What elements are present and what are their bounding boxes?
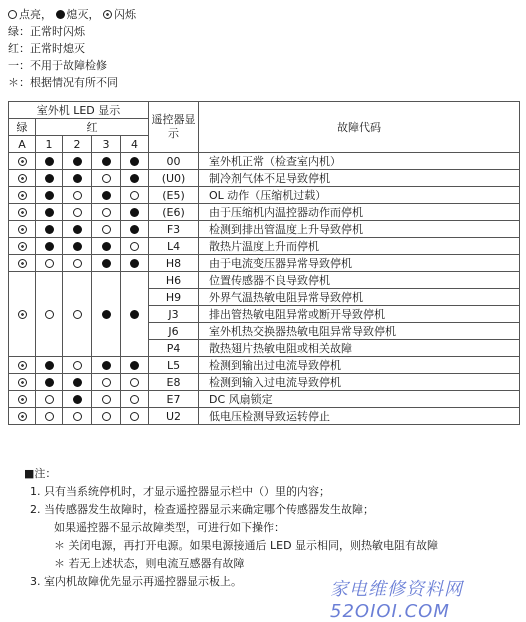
remote-code: L5 bbox=[149, 357, 199, 374]
led-cell bbox=[9, 221, 36, 238]
led-blink-icon bbox=[18, 174, 27, 183]
led-cell bbox=[36, 391, 63, 408]
led-on-icon bbox=[45, 259, 54, 268]
led-cell bbox=[92, 204, 121, 221]
led-off-icon bbox=[73, 174, 82, 183]
led-on-icon bbox=[130, 412, 139, 421]
led-blink-icon bbox=[18, 412, 27, 421]
led-on-icon bbox=[102, 395, 111, 404]
led-cell bbox=[9, 408, 36, 425]
fault-description: 排出管热敏电阻异常或断开导致停机 bbox=[199, 306, 520, 323]
remote-code: L4 bbox=[149, 238, 199, 255]
led-cell bbox=[121, 187, 149, 204]
led-blink-icon bbox=[18, 310, 27, 319]
led-cell bbox=[63, 153, 92, 170]
led-cell bbox=[63, 255, 92, 272]
led-on-icon bbox=[102, 225, 111, 234]
led-cell bbox=[121, 357, 149, 374]
led-cell bbox=[9, 272, 36, 357]
note-2: 2. 当传感器发生故障时，检查遥控器显示来确定哪个传感器发生故障； bbox=[30, 503, 374, 516]
remote-code: E8 bbox=[149, 374, 199, 391]
led-cell bbox=[92, 374, 121, 391]
legend-green: 绿：正常时闪烁 bbox=[8, 25, 85, 38]
led-cell bbox=[63, 391, 92, 408]
led-on-symbol-icon bbox=[8, 10, 17, 19]
fault-description: 散热翅片热敏电阻或相关故障 bbox=[199, 340, 520, 357]
table-row bbox=[9, 357, 520, 374]
led-cell bbox=[36, 357, 63, 374]
led-cell bbox=[92, 170, 121, 187]
fault-description: 由于压缩机内温控器动作而停机 bbox=[199, 204, 520, 221]
led-off-icon bbox=[130, 208, 139, 217]
header-col-4: 4 bbox=[121, 136, 149, 153]
fault-description: 散热片温度上升而停机 bbox=[199, 238, 520, 255]
led-on-icon bbox=[73, 208, 82, 217]
led-cell bbox=[9, 204, 36, 221]
note-2a: 如果遥控器不显示故障类型，可进行如下操作： bbox=[54, 521, 285, 534]
note-1: 1. 只有当系统停机时，才显示遥控器显示栏中（）里的内容； bbox=[30, 485, 330, 498]
led-cell bbox=[9, 153, 36, 170]
fault-description: OL 动作（压缩机过载） bbox=[199, 187, 520, 204]
led-cell bbox=[9, 187, 36, 204]
led-off-icon bbox=[45, 157, 54, 166]
header-green: 绿 bbox=[9, 119, 36, 136]
led-off-icon bbox=[102, 157, 111, 166]
legend-star: ＊：根据情况有所不同 bbox=[8, 76, 118, 89]
remote-code: (E6) bbox=[149, 204, 199, 221]
header-col-2: 2 bbox=[63, 136, 92, 153]
fault-description: 检测到输出过电流导致停机 bbox=[199, 357, 520, 374]
led-cell bbox=[36, 153, 63, 170]
fault-description: DC 风扇锁定 bbox=[199, 391, 520, 408]
header-outdoor-led: 室外机 LED 显示 bbox=[9, 102, 149, 119]
led-off-icon bbox=[45, 191, 54, 200]
led-on-icon bbox=[102, 378, 111, 387]
led-cell bbox=[63, 357, 92, 374]
led-off-icon bbox=[45, 242, 54, 251]
led-blink-icon bbox=[18, 157, 27, 166]
led-blink-icon bbox=[18, 225, 27, 234]
remote-code: E7 bbox=[149, 391, 199, 408]
led-off-icon bbox=[130, 174, 139, 183]
led-off-icon bbox=[130, 259, 139, 268]
note-2c: ＊ 若无上述状态，则电流互感器有故障 bbox=[54, 557, 245, 570]
led-off-icon bbox=[73, 225, 82, 234]
led-cell bbox=[121, 153, 149, 170]
legend-symbols bbox=[8, 6, 136, 23]
led-off-icon bbox=[130, 310, 139, 319]
led-off-icon bbox=[73, 378, 82, 387]
led-cell bbox=[36, 204, 63, 221]
led-cell bbox=[92, 408, 121, 425]
led-on-icon bbox=[45, 412, 54, 421]
led-cell bbox=[121, 204, 149, 221]
led-blink-icon bbox=[18, 242, 27, 251]
led-off-icon bbox=[73, 157, 82, 166]
table-row bbox=[9, 408, 520, 425]
fault-description: 位置传感器不良导致停机 bbox=[199, 272, 520, 289]
led-off-symbol-icon bbox=[56, 10, 65, 19]
led-cell bbox=[63, 238, 92, 255]
fault-description: 检测到输入过电流导致停机 bbox=[199, 374, 520, 391]
remote-code: J6 bbox=[149, 323, 199, 340]
led-fault-table bbox=[8, 101, 520, 425]
led-blink-icon bbox=[18, 191, 27, 200]
led-cell bbox=[9, 170, 36, 187]
table-row bbox=[9, 204, 520, 221]
remote-code: (E5) bbox=[149, 187, 199, 204]
led-cell bbox=[63, 187, 92, 204]
led-cell bbox=[36, 272, 63, 357]
table-row bbox=[9, 374, 520, 391]
led-blink-icon bbox=[18, 378, 27, 387]
led-cell bbox=[121, 272, 149, 357]
header-fault-code: 故障代码 bbox=[199, 102, 520, 153]
led-on-icon bbox=[73, 310, 82, 319]
led-off-icon bbox=[45, 378, 54, 387]
legend bbox=[8, 6, 136, 91]
led-cell bbox=[9, 391, 36, 408]
led-off-icon bbox=[102, 242, 111, 251]
led-on-icon bbox=[73, 412, 82, 421]
led-cell bbox=[121, 408, 149, 425]
led-off-icon bbox=[102, 361, 111, 370]
led-blink-icon bbox=[18, 361, 27, 370]
led-cell bbox=[9, 255, 36, 272]
led-on-icon bbox=[73, 191, 82, 200]
legend-on: 点亮， bbox=[19, 8, 52, 21]
led-on-icon bbox=[130, 242, 139, 251]
led-cell bbox=[121, 170, 149, 187]
fault-description: 制冷剂气体不足导致停机 bbox=[199, 170, 520, 187]
remote-code: H8 bbox=[149, 255, 199, 272]
legend-off: 熄灭， bbox=[66, 8, 100, 21]
table-row bbox=[9, 255, 520, 272]
led-cell bbox=[36, 408, 63, 425]
led-cell bbox=[63, 408, 92, 425]
remote-code: P4 bbox=[149, 340, 199, 357]
led-cell bbox=[9, 357, 36, 374]
table-row bbox=[9, 238, 520, 255]
table-row bbox=[9, 272, 520, 289]
remote-code: F3 bbox=[149, 221, 199, 238]
led-cell bbox=[121, 391, 149, 408]
led-cell bbox=[36, 170, 63, 187]
fault-description: 由于电流变压器异常导致停机 bbox=[199, 255, 520, 272]
table-row bbox=[9, 221, 520, 238]
table-row bbox=[9, 187, 520, 204]
header-col-a: A bbox=[9, 136, 36, 153]
led-cell bbox=[36, 221, 63, 238]
fault-description: 外界气温热敏电阻异常导致停机 bbox=[199, 289, 520, 306]
led-cell bbox=[92, 153, 121, 170]
led-cell bbox=[9, 238, 36, 255]
remote-code: H9 bbox=[149, 289, 199, 306]
header-col-1: 1 bbox=[36, 136, 63, 153]
table-row bbox=[9, 170, 520, 187]
led-cell bbox=[121, 238, 149, 255]
note-3: 3. 室内机故障优先显示再遥控器显示板上。 bbox=[30, 575, 242, 588]
legend-dash: 一：不用于故障检修 bbox=[8, 59, 107, 72]
remote-code: J3 bbox=[149, 306, 199, 323]
led-off-icon bbox=[45, 208, 54, 217]
led-on-icon bbox=[102, 412, 111, 421]
led-cell bbox=[63, 221, 92, 238]
led-cell bbox=[63, 272, 92, 357]
table-row bbox=[9, 153, 520, 170]
led-off-icon bbox=[102, 191, 111, 200]
led-blink-symbol-icon bbox=[103, 10, 112, 19]
led-cell bbox=[36, 255, 63, 272]
led-off-icon bbox=[45, 361, 54, 370]
led-cell bbox=[63, 170, 92, 187]
watermark: 家电维修资料网 52OIOI.COM bbox=[330, 579, 463, 622]
led-cell bbox=[92, 187, 121, 204]
led-cell bbox=[36, 187, 63, 204]
table-row bbox=[9, 391, 520, 408]
led-on-icon bbox=[73, 361, 82, 370]
led-on-icon bbox=[130, 378, 139, 387]
led-on-icon bbox=[102, 208, 111, 217]
led-off-icon bbox=[102, 259, 111, 268]
led-cell bbox=[92, 357, 121, 374]
fault-description: 室外机正常（检查室内机） bbox=[199, 153, 520, 170]
led-on-icon bbox=[73, 259, 82, 268]
led-off-icon bbox=[45, 174, 54, 183]
led-on-icon bbox=[45, 395, 54, 404]
led-cell bbox=[92, 255, 121, 272]
led-cell bbox=[92, 391, 121, 408]
remote-code: U2 bbox=[149, 408, 199, 425]
led-cell bbox=[92, 221, 121, 238]
led-off-icon bbox=[130, 361, 139, 370]
led-cell bbox=[36, 238, 63, 255]
notes-title: ■注： bbox=[24, 467, 57, 480]
header-red: 红 bbox=[36, 119, 149, 136]
fault-description: 室外机热交换器热敏电阻异常导致停机 bbox=[199, 323, 520, 340]
led-cell bbox=[63, 204, 92, 221]
remote-code: 00 bbox=[149, 153, 199, 170]
legend-blink: 闪烁 bbox=[114, 8, 136, 21]
led-cell bbox=[121, 255, 149, 272]
led-cell bbox=[63, 374, 92, 391]
led-cell bbox=[121, 374, 149, 391]
notes bbox=[24, 465, 520, 591]
led-blink-icon bbox=[18, 259, 27, 268]
led-off-icon bbox=[130, 225, 139, 234]
led-cell bbox=[92, 272, 121, 357]
led-off-icon bbox=[73, 395, 82, 404]
fault-description: 检测到排出管温度上升导致停机 bbox=[199, 221, 520, 238]
remote-code: H6 bbox=[149, 272, 199, 289]
header-remote: 遥控器显示 bbox=[149, 102, 199, 153]
led-cell bbox=[9, 374, 36, 391]
note-2b: ＊ 关闭电源，再打开电源。如果电源接通后 LED 显示相同，则热敏电阻有故障 bbox=[54, 539, 439, 552]
led-blink-icon bbox=[18, 208, 27, 217]
led-on-icon bbox=[45, 310, 54, 319]
led-cell bbox=[121, 221, 149, 238]
header-col-3: 3 bbox=[92, 136, 121, 153]
led-off-icon bbox=[45, 225, 54, 234]
led-off-icon bbox=[130, 157, 139, 166]
led-on-icon bbox=[130, 395, 139, 404]
led-off-icon bbox=[73, 242, 82, 251]
led-cell bbox=[92, 238, 121, 255]
legend-red: 红：正常时熄灭 bbox=[8, 42, 85, 55]
led-blink-icon bbox=[18, 395, 27, 404]
fault-description: 低电压检测导致运转停止 bbox=[199, 408, 520, 425]
remote-code: (U0) bbox=[149, 170, 199, 187]
led-cell bbox=[36, 374, 63, 391]
led-off-icon bbox=[102, 310, 111, 319]
led-on-icon bbox=[130, 191, 139, 200]
led-on-icon bbox=[102, 174, 111, 183]
